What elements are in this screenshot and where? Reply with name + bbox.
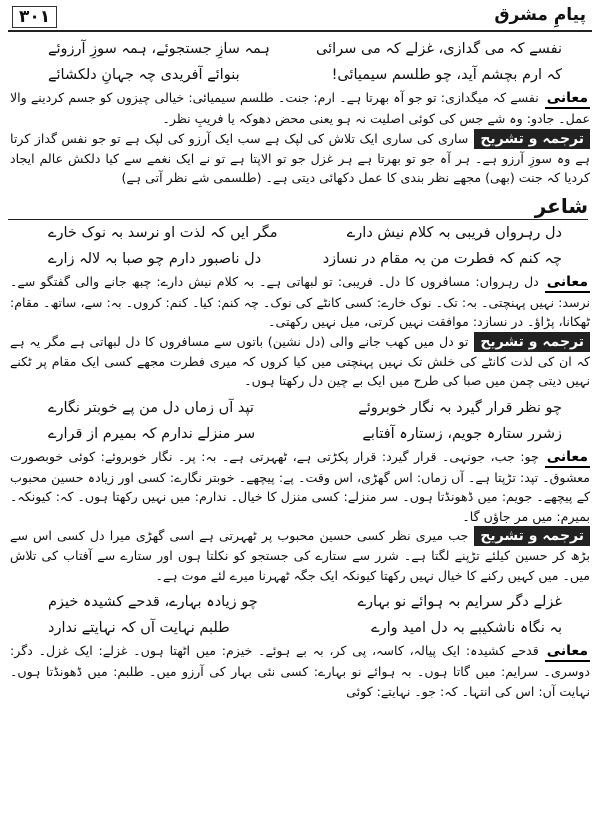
verse-hemistich: دل ناصبور دارم چو صبا بہ لالہ زارے: [48, 250, 262, 267]
maani-paragraph: [8, 447, 592, 527]
verse-block-4: [8, 589, 592, 641]
maani-paragraph: [8, 272, 592, 332]
running-title: پیامِ مشرق: [494, 5, 586, 25]
verse-hemistich: کہ ارم بچشم آید، چو طلسم سیمیائی!: [331, 67, 562, 83]
verse-hemistich: چو نظر قرار گیرد بہ نگار خوبروئے: [358, 399, 562, 416]
verse-line: [8, 220, 592, 246]
page-header: [8, 4, 592, 32]
verse-hemistich: چہ کنم کہ فطرت من بہ مقام در نسازد: [322, 250, 562, 267]
tashreeh-text: ساری کی ساری ایک تلاش کی لپک ہے سب ایک آرزو کی لپک ہے تو جو نفس گداز کرتا ہے وہ سوزِ آرزو ہے۔ ہر آہ جو تو بھرتا ہے ہر غزل جو تو الاپتا ہے تو نے ایک نغمے سے کیا دلکش عالم ایجاد کردیا کہ جنت (بھی) مجھے نظر بندی کا عمل دکھائی دیتی ہے۔ (طلسمی شے نظر آتی ہے): [10, 130, 590, 185]
verse-line: [8, 36, 592, 62]
page-body: [8, 36, 592, 701]
tashreeh-label: ترجمہ و تشریح: [474, 526, 590, 546]
maani-paragraph: [8, 88, 592, 129]
verse-line: [8, 589, 592, 615]
section-title: شاعر: [8, 194, 588, 218]
tashreeh-paragraph: [8, 526, 592, 585]
maani-label: معانی: [545, 89, 590, 109]
maani-paragraph: [8, 641, 592, 701]
tashreeh-text: جب میری نظر کسی حسین محبوب پر ٹھہرتی ہے اسی گھڑی میرا دل کسی اس سے بڑھ کر حسین کیلئے تڑپنے لگتا ہے۔ شرر سے ستارے کی جستجو کو نکلتا ہوں اور ستارے سے آفتاب کی تلاش میں۔ میں کہیں رکنے کا خیال نہیں رکھتا کیونکہ ایک جگہ ٹھہرنا میرے لئے موت ہے۔: [10, 528, 590, 583]
verse-hemistich: تپد آں زماں دل من پے خوبتر نگارے: [48, 399, 254, 416]
verse-hemistich: زشرر ستارہ جویم، زستارہ آفتابے: [362, 425, 562, 442]
maani-text: نفسے کہ میگدازی: تو جو آہ بھرتا ہے۔ ارم: جنت۔ طلسم سیمیائی: خیالی چیزوں کو جسم کردینے والا عمل۔ جادو: وہ شے جس کی کوئی اصلیت نہ ہو یعنی محض دھوکہ یا فریبِ نظر۔: [10, 90, 590, 126]
maani-text: قدحے کشیدہ: ایک پیالہ، کاسہ، پی کر، بہ بے ہوئے۔ خیزم: میں اٹھتا ہوں۔ غزلے: ایک غزل۔ دگر: دوسری۔ سرایم: میں گاتا ہوں۔ بہ ہوائے نو بہارے: کسی نئی بہار کی آرزو میں۔ طلبم: میں ڈھونڈتا ہوں۔ نہایت آں: اس کی انتہا۔ کہ: جو۔ نہایتے: کوئی: [10, 643, 590, 699]
verse-block-2: [8, 220, 592, 272]
tashreeh-label: ترجمہ و تشریح: [474, 332, 590, 352]
verse-line: [8, 246, 592, 272]
tashreeh-text: تو دل میں کھب جانے والی (دل نشین) باتوں سے مسافروں کا دل لبھاتی ہے مگر یہ ہے کہ ان کی لذت کانٹے کی خلش تک نہیں پہنچتی میں کیا کروں کہ میری فطرت مجھے کسی ایک مقام پر ٹکنے نہیں دیتی چمن میں صبا کی طرح میں ایک بے چین دل رکھتا ہوں۔: [10, 333, 590, 388]
verse-hemistich: غزلے دگر سرایم بہ ہوائے نو بہارے: [357, 594, 562, 610]
verse-hemistich: بہ نگاہ ناشکیبے بہ دل امید وارے: [371, 620, 562, 636]
verse-hemistich: مگر ایں کہ لذت او نرسد بہ نوک خارے: [48, 224, 278, 241]
tashreeh-paragraph: [8, 129, 592, 188]
verse-block-1: [8, 36, 592, 88]
maani-label: معانی: [545, 448, 590, 468]
verse-hemistich: چو زیادہ بہارے، قدحے کشیدہ خیزم: [48, 594, 258, 610]
verse-block-3: [8, 395, 592, 447]
maani-label: معانی: [545, 642, 590, 662]
verse-line: [8, 615, 592, 641]
verse-hemistich: ہمہ سازِ جستجوئے، ہمہ سوزِ آرزوئے: [48, 41, 270, 57]
verse-line: [8, 395, 592, 421]
maani-text: دل رہرواں: مسافروں کا دل۔ فریبی: تو لبھاتی ہے۔ بہ کلام نیش دارے: چبھ جانے والی گفتگو سے۔ نرسد: نہیں پہنچتی۔ بہ: تک۔ نوک خارے: کسی کانٹے کی نوک۔ چہ کنم: کیا۔ کنم: کروں۔ بہ: سے، ساتھ۔ مقام: ٹھکانا، پڑاؤ۔ در نسازد: موافقت نہیں کرتی، میل نہیں رکھتی۔: [10, 273, 590, 329]
verse-hemistich: طلبم نہایت آں کہ نہایتے ندارد: [48, 620, 230, 636]
maani-text: چو: جب، جونہی۔ قرار گیرد: قرار پکڑتی ہے، ٹھہرتی ہے۔ بہ: پر۔ نگار خوبروئے: کوئی خوبصورت معشوق۔ تپد: تڑپتا ہے۔ آں زماں: اس گھڑی، اس وقت۔ پے: پیچھے۔ خوبتر نگارے: کسی اور زیادہ حسین محبوب کے پیچھے۔ جویم: میں ڈھونڈتا ہوں۔ سر منزلے: کسی منزل کا خیال۔ ندارم: میں نہیں رکھتا ہوں۔ کہ: کیونکہ۔ بمیرم: میں مر جاؤں گا۔: [10, 448, 590, 524]
page-number: ۳۰۱: [12, 6, 57, 28]
verse-line: [8, 421, 592, 447]
verse-hemistich: سر منزلے ندارم کہ بمیرم از قرارے: [48, 425, 256, 442]
verse-hemistich: نفسے کہ می گدازی، غزلے کہ می سرائی: [316, 41, 562, 57]
verse-hemistich: دل رہرواں فریبی بہ کلام نیش دارے: [346, 224, 562, 241]
page: [8, 4, 592, 826]
tashreeh-paragraph: [8, 332, 592, 391]
maani-label: معانی: [545, 273, 590, 293]
tashreeh-label: ترجمہ و تشریح: [474, 129, 590, 149]
verse-hemistich: بنوائے آفریدی چہ جہانِ دلکشائے: [48, 67, 240, 83]
verse-line: [8, 62, 592, 88]
